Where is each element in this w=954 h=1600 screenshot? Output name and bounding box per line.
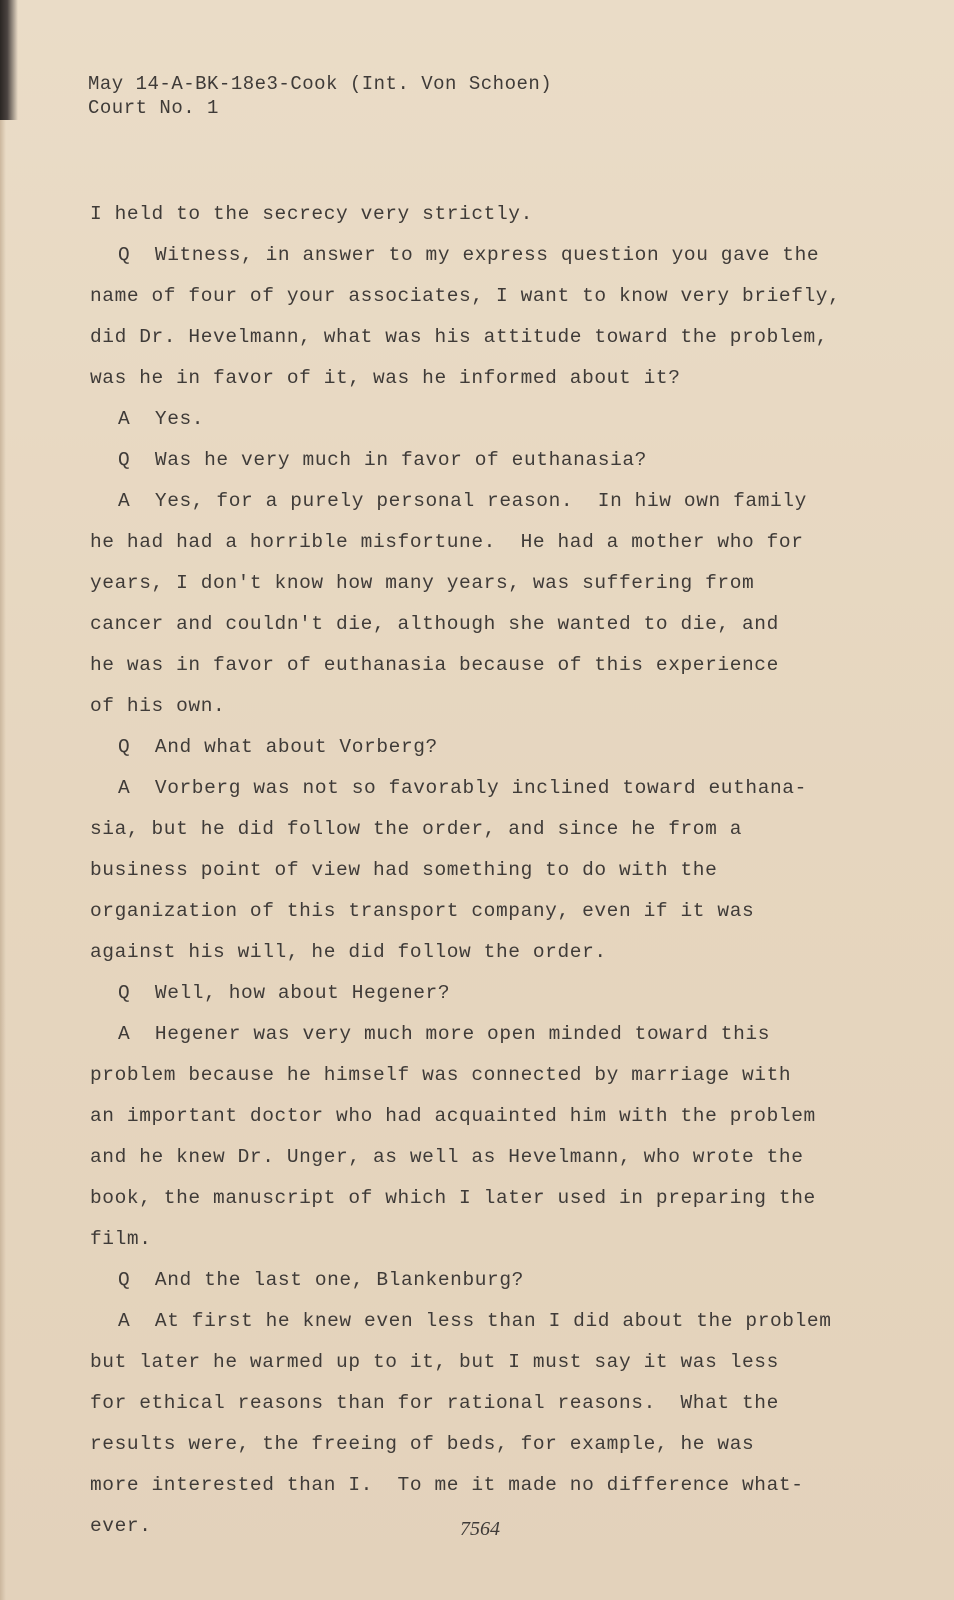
transcript-line: Q Witness, in answer to my express question you gave the <box>118 244 820 266</box>
transcript-line: Q Was he very much in favor of euthanasia? <box>118 449 647 471</box>
transcript-line: sia, but he did follow the order, and since he from a <box>90 818 743 840</box>
transcript-line: cancer and couldn't die, although she wanted to die, and <box>90 613 779 635</box>
transcript-line: A Yes. <box>118 408 205 430</box>
torn-page-edge <box>0 0 18 120</box>
page-edge-shadow <box>0 120 6 1600</box>
transcript-line: A At first he knew even less than I did about the problem <box>118 1310 832 1332</box>
document-header <box>88 72 552 120</box>
transcript-line: did Dr. Hevelmann, what was his attitude toward the problem, <box>90 326 829 348</box>
transcript-line: years, I don't know how many years, was suffering from <box>90 572 755 594</box>
transcript-line: business point of view had something to do with the <box>90 859 718 881</box>
transcript-line: results were, the freeing of beds, for example, he was <box>90 1433 755 1455</box>
transcript-line: organization of this transport company, even if it was <box>90 900 755 922</box>
transcript-line: Q And what about Vorberg? <box>118 736 438 758</box>
transcript-line: A Yes, for a purely personal reason. In hiw own family <box>118 490 807 512</box>
transcript-line: name of four of your associates, I want to know very briefly, <box>90 285 841 307</box>
transcript-line: I held to the secrecy very strictly. <box>90 203 533 225</box>
transcript-line: of his own. <box>90 695 226 717</box>
transcript-line: but later he warmed up to it, but I must say it was less <box>90 1351 779 1373</box>
transcript-line: and he knew Dr. Unger, as well as Hevelmann, who wrote the <box>90 1146 804 1168</box>
header-court-line: Court No. 1 <box>88 97 219 119</box>
transcript-line: an important doctor who had acquainted him with the problem <box>90 1105 816 1127</box>
transcript-line: Q Well, how about Hegener? <box>118 982 451 1004</box>
transcript-line: problem because he himself was connected by marriage with <box>90 1064 792 1086</box>
transcript-line: ever. <box>90 1515 152 1537</box>
transcript-body <box>90 194 870 1547</box>
page-number: 7564 <box>460 1518 500 1540</box>
transcript-line: A Vorberg was not so favorably inclined toward euthana- <box>118 777 807 799</box>
transcript-line: Q And the last one, Blankenburg? <box>118 1269 524 1291</box>
transcript-line: more interested than I. To me it made no difference what- <box>90 1474 804 1496</box>
transcript-line: against his will, he did follow the order. <box>90 941 607 963</box>
transcript-line: book, the manuscript of which I later used in preparing the <box>90 1187 816 1209</box>
transcript-line: for ethical reasons than for rational reasons. What the <box>90 1392 779 1414</box>
transcript-line: film. <box>90 1228 152 1250</box>
transcript-line: he had had a horrible misfortune. He had a mother who for <box>90 531 804 553</box>
header-case-line: May 14-A-BK-18e3-Cook (Int. Von Schoen) <box>88 73 553 95</box>
transcript-line: he was in favor of euthanasia because of this experience <box>90 654 779 676</box>
transcript-line: A Hegener was very much more open minded toward this <box>118 1023 771 1045</box>
transcript-line: was he in favor of it, was he informed about it? <box>90 367 681 389</box>
